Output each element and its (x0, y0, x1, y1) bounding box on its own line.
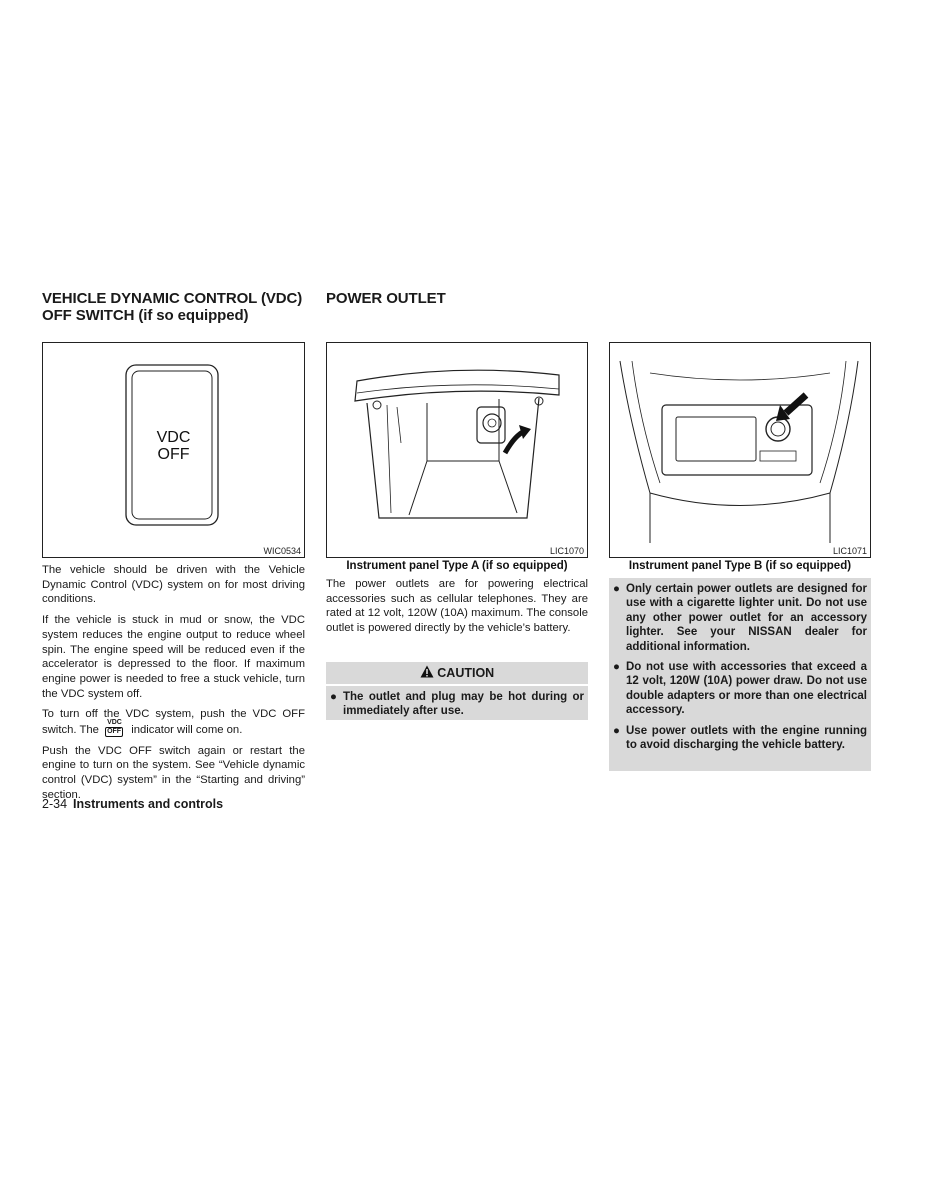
bullet-dot-icon: ● (613, 724, 620, 737)
caution-header (326, 662, 588, 686)
power-outlet-body-text (326, 577, 588, 642)
figure-code-wic0534: WIC0534 (263, 546, 301, 556)
power-outlet-paragraph: The power outlets are for powering electrical accessories such as cellular telephones. They are rated at 12 volt, 120W (10A) maximum. The console outlet is powered directly by the vehicle’s battery. (326, 578, 588, 635)
power-outlet-type-a-figure (326, 342, 588, 558)
warning-bullet-item (609, 660, 867, 718)
vdc-heading-line1: VEHICLE DYNAMIC CONTROL (VDC) (42, 290, 303, 307)
vdc-switch-label (43, 429, 304, 463)
vdc-indicator-bottom: OFF (107, 728, 122, 736)
warning-bullet-item (609, 582, 867, 654)
caution-title: CAUTION (437, 666, 495, 680)
instrument-panel-type-a-illustration (327, 343, 587, 557)
warning-bullet-text: Do not use with accessories that exceed a 12 volt, 120W (10A) power draw. Do not use double adapters or more than one electrical accessory. (626, 661, 867, 717)
vdc-switch-line2: OFF (157, 446, 190, 463)
power-outlet-heading: POWER OUTLET (326, 290, 446, 307)
vdc-section-heading (42, 290, 312, 324)
type-a-caption: Instrument panel Type A (if so equipped) (346, 560, 568, 572)
instrument-panel-type-b-illustration (610, 343, 870, 557)
figure-code-lic1070: LIC1070 (549, 546, 584, 556)
vdc-heading-line2: OFF SWITCH (if so equipped) (42, 307, 249, 324)
warning-bullet-text: Only certain power outlets are designed for use with a cigarette lighter unit. Do not use any other power outlet for an accessory lighter. See your NISSAN dealer for additional information. (626, 583, 867, 653)
type-b-caption: Instrument panel Type B (if so equipped) (628, 560, 852, 572)
footer-section-title: Instruments and controls (73, 797, 224, 811)
page-footer (42, 797, 223, 811)
warning-bullet-item (609, 724, 867, 753)
caution-bullet-list (326, 686, 588, 719)
warning-triangle-icon (420, 665, 434, 678)
vdc-p3-before: To turn off the VDC system, push the VDC OFF switch. The (42, 708, 305, 737)
figure-code-lic1071: LIC1071 (832, 546, 867, 556)
caution-bullet-text: The outlet and plug may be hot during or immediately after use. (343, 691, 584, 718)
warnings-bullet-list (609, 578, 871, 752)
vdc-body-text (42, 563, 305, 809)
vdc-indicator-top: VDC (107, 719, 122, 727)
vdc-switch-line1: VDC (156, 429, 191, 446)
vdc-paragraph-4: Push the VDC OFF switch again or restart the engine to turn on the system. See “Vehicle dynamic control (VDC) system” in the “Starting and driving” section. (42, 744, 305, 801)
vdc-p3-after: indicator will come on. (131, 724, 243, 737)
vdc-off-indicator-icon (105, 719, 125, 736)
vdc-paragraph-2: If the vehicle is stuck in mud or snow, the VDC system reduces the engine output to reduce wheel spin. The engine speed will be reduced even if the accelerator is depressed to the floor. If maximum engine power is needed to free a stuck vehicle, turn the VDC system off. (42, 614, 305, 700)
power-outlet-type-b-figure (609, 342, 871, 558)
page-number: 2-34 (42, 797, 68, 811)
vdc-paragraph-3 (42, 707, 305, 737)
caution-bullet-item (326, 690, 584, 719)
power-outlet-warnings-box (609, 578, 871, 771)
bullet-dot-icon: ● (613, 661, 620, 674)
warning-bullet-text: Use power outlets with the engine running to avoid discharging the vehicle battery. (626, 724, 867, 752)
bullet-dot-icon: ● (330, 691, 337, 703)
vdc-switch-figure (42, 342, 305, 558)
bullet-dot-icon: ● (613, 583, 620, 595)
vdc-paragraph-1: The vehicle should be driven with the Vehicle Dynamic Control (VDC) system on for most driving conditions. (42, 564, 305, 606)
caution-box (326, 662, 588, 720)
